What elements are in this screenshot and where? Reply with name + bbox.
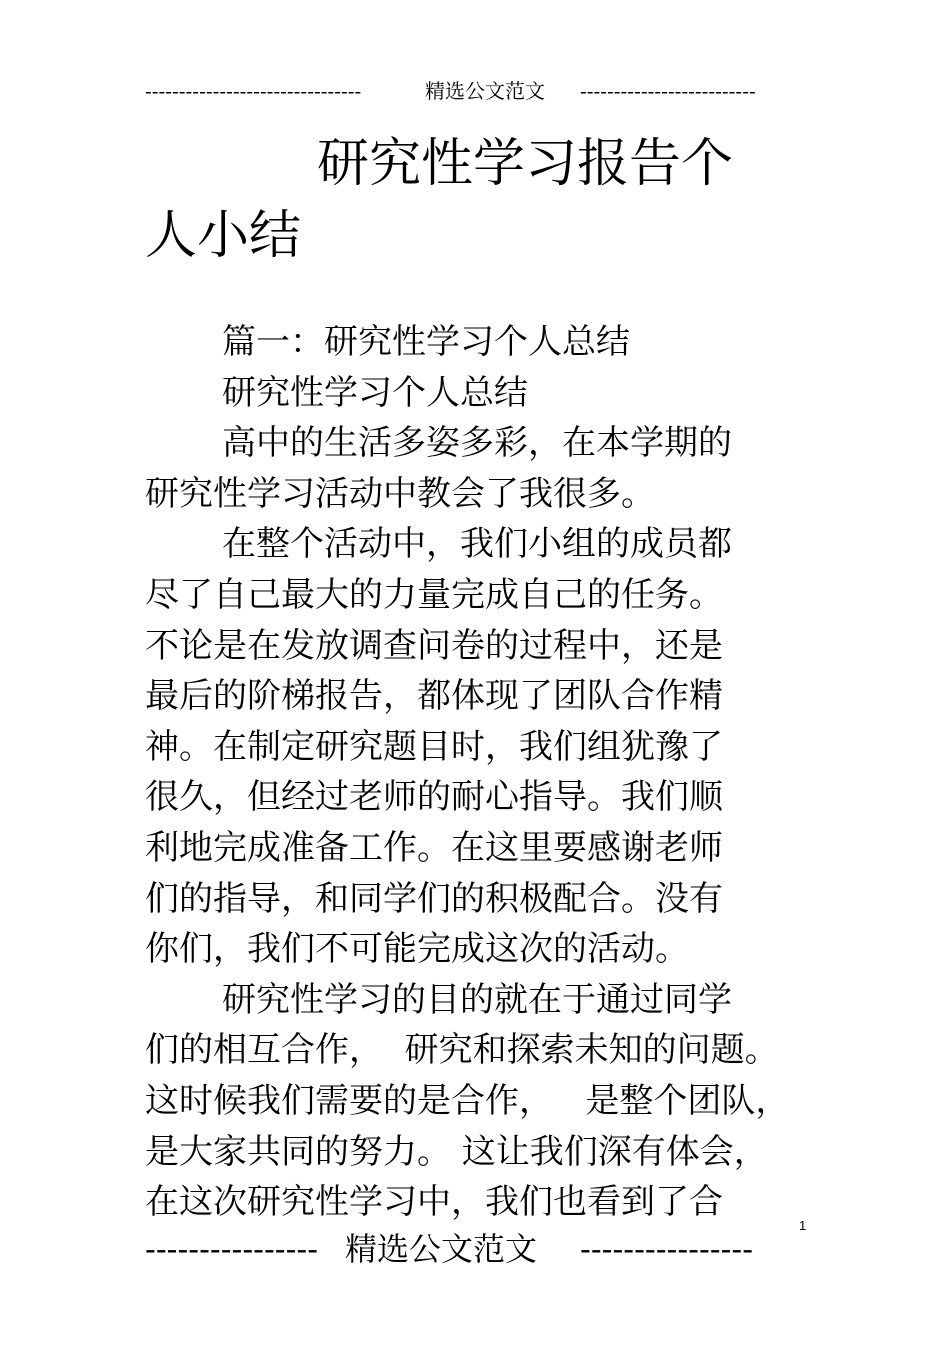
body-line: 在整个活动中，我们小组的成员都 bbox=[222, 524, 732, 565]
body-line: 们的指导，和同学们的积极配合。没有 bbox=[145, 878, 723, 919]
body-line: 研究性学习活动中教会了我很多。 bbox=[145, 473, 655, 514]
body-line: 研究性学习的目的就在于通过同学 bbox=[222, 979, 732, 1020]
title-line-1: 研究性学习报告个 bbox=[317, 134, 734, 194]
body-line: 最后的阶梯报告，都体现了团队合作精 bbox=[145, 676, 723, 717]
body-line: 利地完成准备工作。在这里要感谢老师 bbox=[145, 827, 723, 868]
page-footer bbox=[145, 1226, 775, 1272]
header-dashes-right: -------------------------- bbox=[580, 79, 756, 103]
title-line-2: 人小结 bbox=[145, 206, 302, 266]
body-line: 是大家共同的努力。 这让我们深有体会， bbox=[145, 1131, 768, 1172]
body-line: 不论是在发放调查问卷的过程中，还是 bbox=[145, 625, 723, 666]
body-line: 高中的生活多姿多彩，在本学期的 bbox=[222, 423, 732, 464]
footer-dashes-right: ---------------- bbox=[580, 1230, 753, 1268]
body-line: 这时候我们需要的是合作， 是整个团队， bbox=[145, 1080, 790, 1121]
body-line: 尽了自己最大的力量完成自己的任务。 bbox=[145, 574, 723, 615]
body-line: 很久，但经过老师的耐心指导。我们顺 bbox=[145, 777, 723, 818]
body-line: 们的相互合作， 研究和探索未知的问题。 bbox=[145, 1030, 779, 1071]
page-header bbox=[145, 76, 775, 106]
body-line: 在这次研究性学习中，我们也看到了合 bbox=[145, 1182, 723, 1223]
document-title bbox=[145, 128, 765, 272]
header-text: 精选公文范文 bbox=[425, 79, 545, 103]
footer-text: 精选公文范文 bbox=[345, 1230, 538, 1268]
page-number: 1 bbox=[799, 1218, 807, 1233]
section-heading: 篇一：研究性学习个人总结 bbox=[222, 322, 630, 362]
header-dashes-left: -------------------------------- bbox=[145, 79, 362, 103]
subsection-heading: 研究性学习个人总结 bbox=[222, 372, 528, 413]
body-line: 你们，我们不可能完成这次的活动。 bbox=[145, 929, 689, 970]
document-body bbox=[145, 317, 795, 1228]
footer-dashes-left: ---------------- bbox=[145, 1230, 318, 1268]
body-line: 神。在制定研究题目时，我们组犹豫了 bbox=[145, 726, 723, 767]
